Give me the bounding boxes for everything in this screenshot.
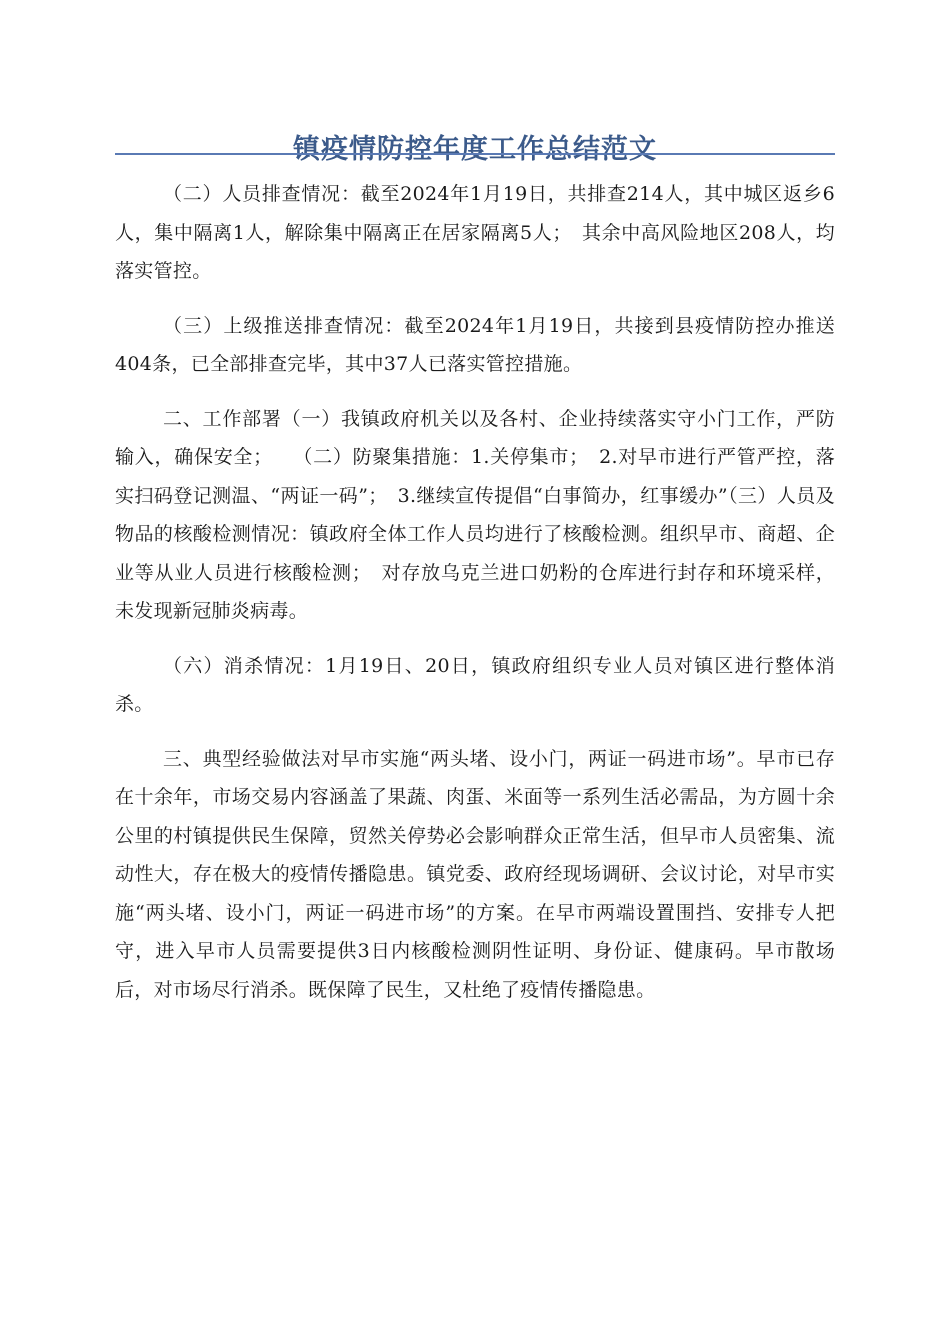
document-body xyxy=(115,175,835,1025)
paragraph-superior-push-screening: （三）上级推送排查情况：截至2024年1月19日，共接到县疫情防控办推送404条，已全部排查完毕，其中37人已落实管控措施。 xyxy=(115,314,835,375)
title-underline xyxy=(115,153,835,155)
paragraph-typical-experience: 三、典型经验做法对早市实施“两头堵、设小门，两证一码进市场”。早市已存在十余年，市场交易内容涵盖了果蔬、肉蛋、米面等一系列生活必需品，为方圆十余公里的村镇提供民生保障，贸然关停势必会影响群众正常生活，但早市人员密集、流动性大，存在极大的疫情传播隐患。镇党委、政府经现场调研、会议讨论，对早市实施“两头堵、设小门，两证一码进市场”的方案。在早市两端设置围挡、安排专人把守，进入早市人员需要提供3日内核酸检测阴性证明、身份证、健康码。早市散场后，对市场尽行消杀。既保障了民生，又杜绝了疫情传播隐患。 xyxy=(115,747,835,1001)
paragraph-work-deployment: 二、工作部署（一）我镇政府机关以及各村、企业持续落实守小门工作，严防输入，确保安全； （二）防聚集措施：1.关停集市； 2.对早市进行严管严控，落实扫码登记测温、“两证一码”； 3.继续宣传提倡“白事简办，红事缓办”（三）人员及物品的核酸检测情况：镇政府全体工作人员均进行了核酸检测。组织早市、商超、企业等从业人员进行核酸检测； 对存放乌克兰进口奶粉的仓库进行封存和环境采样，未发现新冠肺炎病毒。 xyxy=(115,407,835,622)
paragraph-personnel-screening: （二）人员排查情况：截至2024年1月19日，共排查214人，其中城区返乡6人，集中隔离1人，解除集中隔离正在居家隔离5人； 其余中高风险地区208人，均落实管控。 xyxy=(115,183,835,282)
paragraph-disinfection: （六）消杀情况：1月19日、20日，镇政府组织专业人员对镇区进行整体消杀。 xyxy=(115,654,835,715)
document-title: 镇疫情防控年度工作总结范文 xyxy=(293,134,657,166)
